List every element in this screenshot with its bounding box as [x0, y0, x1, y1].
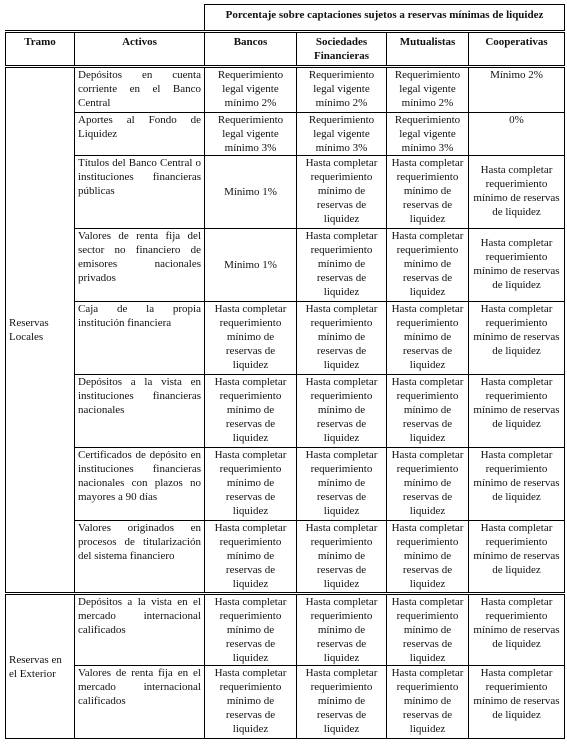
table-row — [6, 521, 565, 594]
liquidity-reserve-table — [5, 4, 565, 739]
activo-cell: Aportes al Fondo de Liquidez — [75, 113, 205, 156]
bancos-cell: Hasta completar requerimiento mínimo de reservas de liquidez — [205, 521, 297, 594]
table-row — [6, 156, 565, 229]
table-caption: Porcentaje sobre captaciones sujetos a reservas mínimas de liquidez — [205, 5, 565, 32]
table-row — [6, 113, 565, 156]
sociedades-cell: Hasta completar requerimiento mínimo de reservas de liquidez — [297, 666, 387, 739]
bancos-cell: Hasta completar requerimiento mínimo de reservas de liquidez — [205, 448, 297, 521]
mutualistas-cell: Hasta completar requerimiento mínimo de reservas de liquidez — [387, 521, 469, 594]
sociedades-cell: Hasta completar requerimiento mínimo de reservas de liquidez — [297, 229, 387, 302]
bancos-cell: Mínimo 1% — [205, 156, 297, 229]
sociedades-cell: Hasta completar requerimiento mínimo de reservas de liquidez — [297, 594, 387, 666]
mutualistas-cell: Hasta completar requerimiento mínimo de reservas de liquidez — [387, 594, 469, 666]
table-row — [6, 448, 565, 521]
header-cooperativas: Cooperativas — [469, 32, 565, 67]
activo-cell: Depósitos en cuenta corriente en el Banco Central — [75, 67, 205, 113]
table-row — [6, 375, 565, 448]
cooperativas-cell: 0% — [469, 113, 565, 156]
activo-cell: Valores de renta fija del sector no financiero de emisores nacionales privados — [75, 229, 205, 302]
table-row — [6, 67, 565, 113]
table-row — [6, 594, 565, 666]
sociedades-cell: Hasta completar requerimiento mínimo de reservas de liquidez — [297, 156, 387, 229]
bancos-cell: Requerimiento legal vigente mínimo 3% — [205, 113, 297, 156]
cooperativas-cell: Mínimo 2% — [469, 67, 565, 113]
activo-cell: Depósitos a la vista en instituciones financieras nacionales — [75, 375, 205, 448]
sociedades-cell: Hasta completar requerimiento mínimo de reservas de liquidez — [297, 375, 387, 448]
mutualistas-cell: Requerimiento legal vigente mínimo 3% — [387, 113, 469, 156]
header-mutualistas: Mutualistas — [387, 32, 469, 67]
empty-corner — [6, 5, 205, 32]
header-activos: Activos — [75, 32, 205, 67]
reserve-table-wrapper — [5, 4, 565, 739]
sociedades-cell: Hasta completar requerimiento mínimo de reservas de liquidez — [297, 302, 387, 375]
cooperativas-cell: Hasta completar requerimiento mínimo de reservas de liquidez — [469, 229, 565, 302]
table-row — [6, 666, 565, 739]
bancos-cell: Hasta completar requerimiento mínimo de reservas de liquidez — [205, 666, 297, 739]
activo-cell: Títulos del Banco Central o instituciones financieras públicas — [75, 156, 205, 229]
sociedades-cell: Requerimiento legal vigente mínimo 2% — [297, 67, 387, 113]
bancos-cell: Hasta completar requerimiento mínimo de reservas de liquidez — [205, 375, 297, 448]
header-tramo: Tramo — [6, 32, 75, 67]
sociedades-cell: Hasta completar requerimiento mínimo de reservas de liquidez — [297, 521, 387, 594]
mutualistas-cell: Hasta completar requerimiento mínimo de reservas de liquidez — [387, 375, 469, 448]
table-row — [6, 302, 565, 375]
cooperativas-cell: Hasta completar requerimiento mínimo de reservas de liquidez — [469, 375, 565, 448]
cooperativas-cell: Hasta completar requerimiento mínimo de reservas de liquidez — [469, 594, 565, 666]
mutualistas-cell: Hasta completar requerimiento mínimo de reservas de liquidez — [387, 666, 469, 739]
mutualistas-cell: Hasta completar requerimiento mínimo de reservas de liquidez — [387, 156, 469, 229]
activo-cell: Caja de la propia institución financiera — [75, 302, 205, 375]
mutualistas-cell: Requerimiento legal vigente mínimo 2% — [387, 67, 469, 113]
bancos-cell: Mínimo 1% — [205, 229, 297, 302]
table-row — [6, 229, 565, 302]
header-bancos: Bancos — [205, 32, 297, 67]
cooperativas-cell: Hasta completar requerimiento mínimo de reservas de liquidez — [469, 666, 565, 739]
cooperativas-cell: Hasta completar requerimiento mínimo de reservas de liquidez — [469, 302, 565, 375]
header-sociedades: Sociedades Financieras — [297, 32, 387, 67]
tramo-reservas-locales: Reservas Locales — [6, 67, 75, 594]
cooperativas-cell: Hasta completar requerimiento mínimo de reservas de liquidez — [469, 448, 565, 521]
bancos-cell: Hasta completar requerimiento mínimo de reservas de liquidez — [205, 594, 297, 666]
activo-cell: Certificados de depósito en instituciones financieras nacionales con plazos no mayores a 90 días — [75, 448, 205, 521]
mutualistas-cell: Hasta completar requerimiento mínimo de reservas de liquidez — [387, 229, 469, 302]
activo-cell: Valores de renta fija en el mercado internacional calificados — [75, 666, 205, 739]
mutualistas-cell: Hasta completar requerimiento mínimo de reservas de liquidez — [387, 448, 469, 521]
activo-cell: Depósitos a la vista en el mercado internacional calificados — [75, 594, 205, 666]
sociedades-cell: Hasta completar requerimiento mínimo de reservas de liquidez — [297, 448, 387, 521]
tramo-reservas-exterior: Reservas en el Exterior — [6, 594, 75, 739]
cooperativas-cell: Hasta completar requerimiento mínimo de reservas de liquidez — [469, 156, 565, 229]
sociedades-cell: Requerimiento legal vigente mínimo 3% — [297, 113, 387, 156]
cooperativas-cell: Hasta completar requerimiento mínimo de reservas de liquidez — [469, 521, 565, 594]
bancos-cell: Requerimiento legal vigente mínimo 2% — [205, 67, 297, 113]
bancos-cell: Hasta completar requerimiento mínimo de reservas de liquidez — [205, 302, 297, 375]
activo-cell: Valores originados en procesos de titularización del sistema financiero — [75, 521, 205, 594]
mutualistas-cell: Hasta completar requerimiento mínimo de reservas de liquidez — [387, 302, 469, 375]
